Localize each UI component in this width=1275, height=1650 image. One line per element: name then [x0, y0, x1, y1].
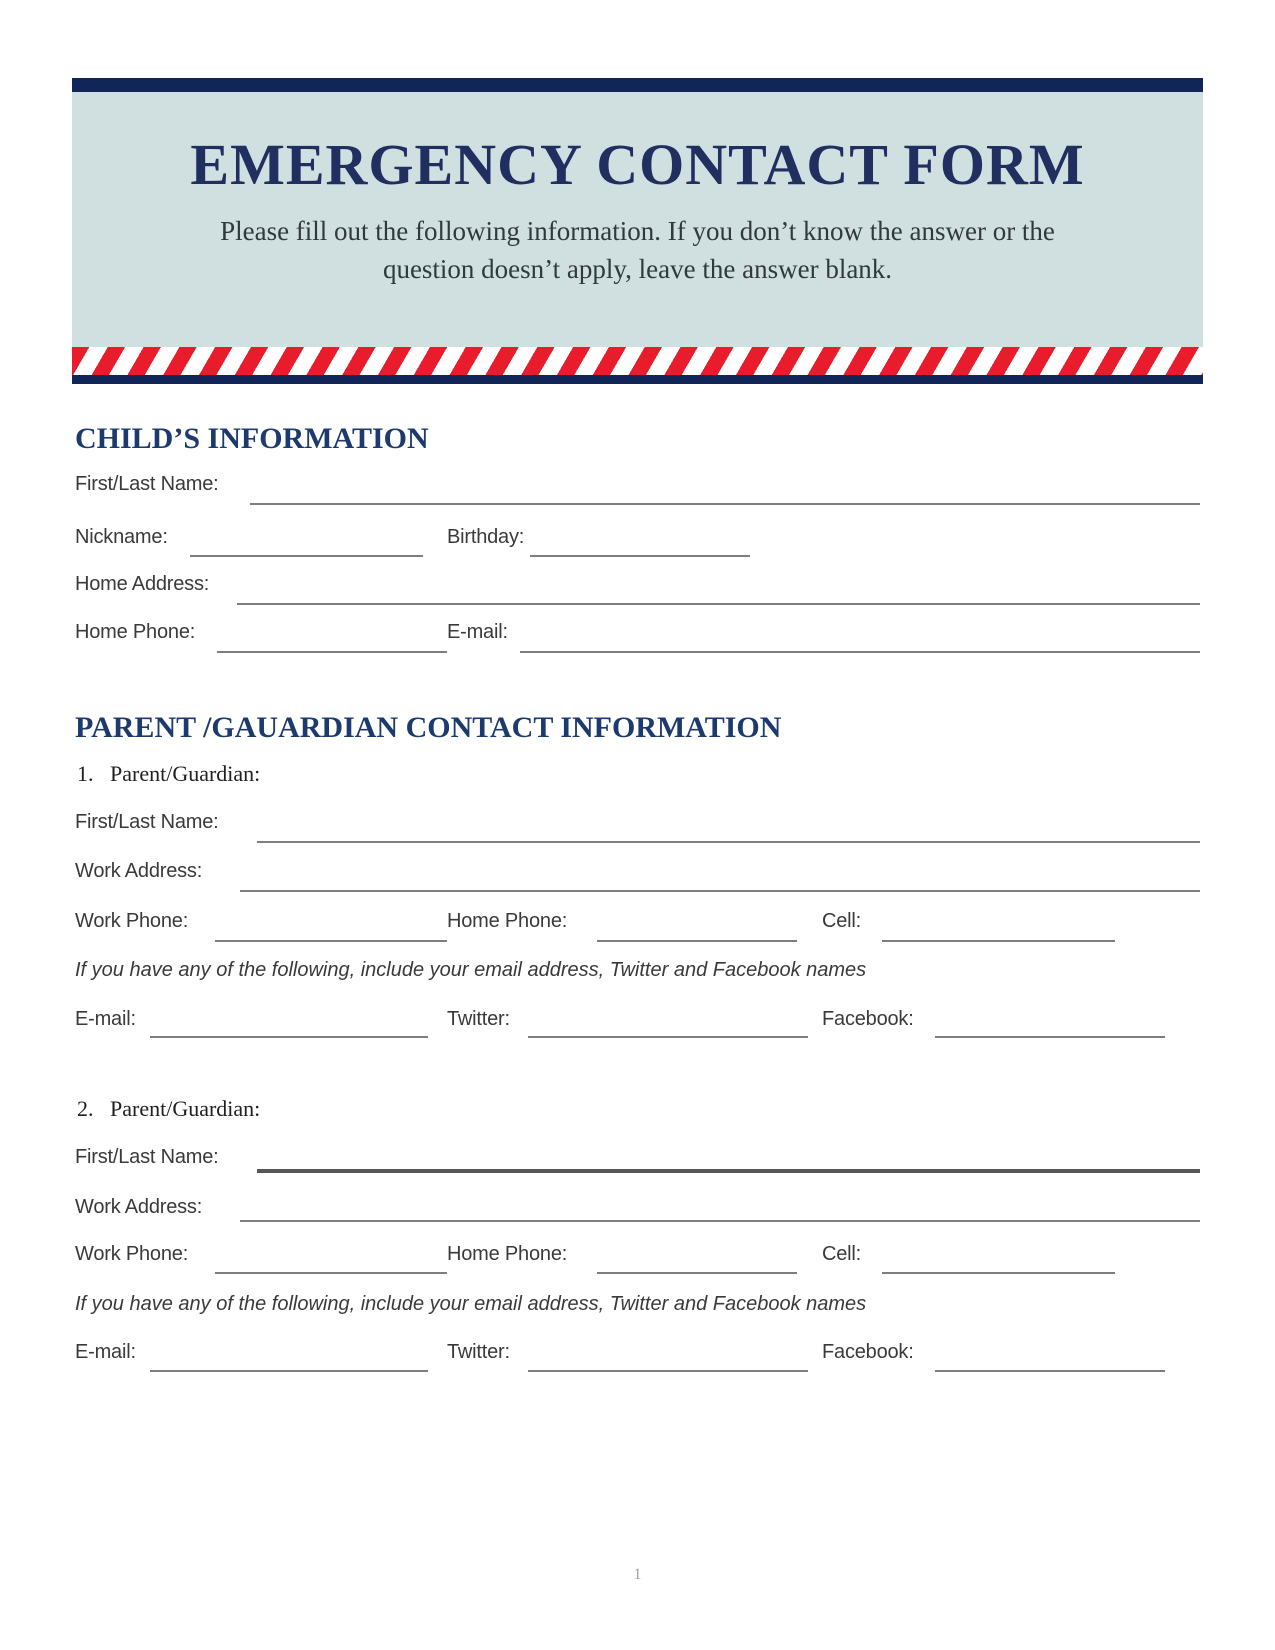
guardian-1-twitter-field[interactable] — [528, 1036, 808, 1038]
decorative-stripe-band — [72, 347, 1203, 375]
guardian-2-work-phone-field[interactable] — [215, 1272, 447, 1274]
guardian-1-twitter-label: Twitter: — [447, 1008, 510, 1030]
child-nickname-label: Nickname: — [75, 526, 168, 548]
form-title: EMERGENCY CONTACT FORM — [190, 132, 1085, 197]
guardian-2-first-last-name-field[interactable] — [257, 1169, 1200, 1173]
child-information-heading: CHILD’S INFORMATION — [75, 422, 429, 455]
guardian-2-twitter-label: Twitter: — [447, 1341, 510, 1363]
guardian-1-first-last-name-label: First/Last Name: — [75, 811, 219, 833]
guardian-2-social-note: If you have any of the following, include your email address, Twitter and Facebook names — [75, 1293, 867, 1315]
guardian-1-work-phone-field[interactable] — [215, 940, 447, 942]
guardian-2-home-phone-field[interactable] — [597, 1272, 797, 1274]
form-instructions-line-1: Please fill out the following information. If you don’t know the answer or the — [220, 216, 1055, 246]
guardian-1-facebook-field[interactable] — [935, 1036, 1165, 1038]
guardian-2-work-address-label: Work Address: — [75, 1196, 203, 1218]
guardian-1-email-label: E-mail: — [75, 1008, 136, 1030]
header-bottom-border — [72, 375, 1203, 384]
guardian-1-work-address-field[interactable] — [240, 890, 1200, 892]
guardian-2-number: 2. — [77, 1096, 94, 1121]
guardian-1-cell-label: Cell: — [822, 910, 862, 932]
guardian-2-facebook-label: Facebook: — [822, 1341, 914, 1363]
guardian-2-label: Parent/Guardian: — [110, 1096, 261, 1121]
guardian-2-first-last-name-label: First/Last Name: — [75, 1146, 219, 1168]
guardian-1-home-phone-label: Home Phone: — [447, 910, 568, 932]
guardian-2-facebook-field[interactable] — [935, 1370, 1165, 1372]
child-birthday-label: Birthday: — [447, 526, 525, 548]
guardian-2-item — [77, 1097, 260, 1121]
guardian-1-number: 1. — [77, 761, 94, 786]
guardian-1-work-phone-label: Work Phone: — [75, 910, 189, 932]
child-email-field[interactable] — [520, 651, 1200, 653]
child-first-last-name-field[interactable] — [250, 503, 1200, 505]
child-home-phone-label: Home Phone: — [75, 621, 196, 643]
header-panel — [72, 92, 1203, 347]
guardian-2-work-phone-label: Work Phone: — [75, 1243, 189, 1265]
guardian-2-email-label: E-mail: — [75, 1341, 136, 1363]
guardian-1-work-address-label: Work Address: — [75, 860, 203, 882]
page-number: 1 — [633, 1566, 642, 1583]
guardian-2-home-phone-label: Home Phone: — [447, 1243, 568, 1265]
child-nickname-field[interactable] — [190, 555, 423, 557]
child-first-last-name-label: First/Last Name: — [75, 473, 219, 495]
guardian-2-work-address-field[interactable] — [240, 1220, 1200, 1222]
guardian-1-facebook-label: Facebook: — [822, 1008, 914, 1030]
guardian-1-cell-field[interactable] — [882, 940, 1115, 942]
guardian-2-twitter-field[interactable] — [528, 1370, 808, 1372]
guardian-2-cell-label: Cell: — [822, 1243, 862, 1265]
guardian-1-first-last-name-field[interactable] — [257, 841, 1200, 843]
child-home-address-label: Home Address: — [75, 573, 210, 595]
form-instructions — [72, 212, 1203, 288]
form-instructions-line-2: question doesn’t apply, leave the answer blank. — [382, 254, 893, 284]
guardian-1-item — [77, 762, 260, 786]
guardian-1-social-note: If you have any of the following, include your email address, Twitter and Facebook names — [75, 959, 867, 981]
child-birthday-field[interactable] — [530, 555, 750, 557]
guardian-2-cell-field[interactable] — [882, 1272, 1115, 1274]
guardian-1-home-phone-field[interactable] — [597, 940, 797, 942]
guardian-2-email-field[interactable] — [150, 1370, 428, 1372]
header-top-border — [72, 78, 1203, 92]
child-home-address-field[interactable] — [237, 603, 1200, 605]
guardian-1-label: Parent/Guardian: — [110, 761, 261, 786]
child-email-label: E-mail: — [447, 621, 508, 643]
parent-guardian-heading: PARENT /GAUARDIAN CONTACT INFORMATION — [75, 711, 782, 744]
child-home-phone-field[interactable] — [217, 651, 447, 653]
guardian-1-email-field[interactable] — [150, 1036, 428, 1038]
